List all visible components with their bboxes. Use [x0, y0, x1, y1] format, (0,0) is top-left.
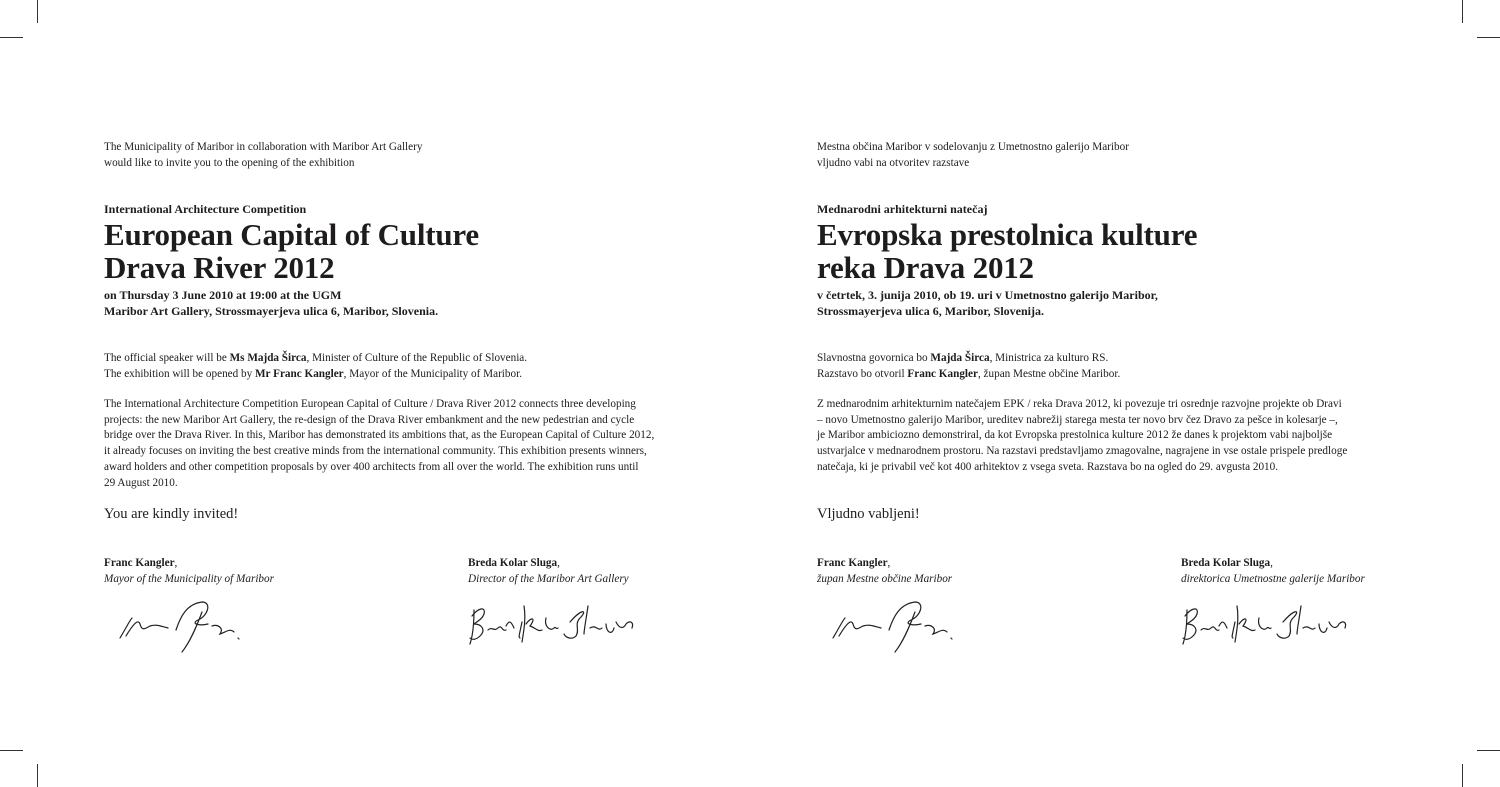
exhibition-title: Evropska prestolnica kulture reka Drava 2012	[817, 217, 1198, 285]
crop-mark	[1477, 37, 1500, 38]
signature-kolar-sluga	[466, 598, 638, 648]
crop-mark	[1477, 750, 1500, 751]
signatory-director: Breda Kolar Sluga, Director of the Maribor Art Gallery	[468, 557, 629, 585]
speakers-text	[104, 350, 744, 382]
competition-label: Mednarodni arhitekturni natečaj	[817, 202, 988, 216]
description-paragraph: Z mednarodnim arhitekturnim natečajem EPK / reka Drava 2012, ki povezuje tri osrednje razvojne projekte ob Dravi – novo Umetnostno galerijo Maribor, ureditev nabrežij starega mesta ter novo brv čez Dravo za pešce in kolesarje –, je Maribor ambiciozno demonstriral, da kot Evropska prestolnica kulture 2012 že danes k projektom vabi najboljše ustvarjalce v mednarodnem prostoru. Na razstavi predstavljamo zmagovalne, nagrajene in vse ostale prispele predloge natečaja, ki je privabil več kot 400 arhitektov z vsega sveta. Razstava bo na ogled do 29. avgusta 2010.	[817, 398, 1348, 473]
speaker-line: The official speaker will be Ms Majda Širca, Minister of Culture of the Republic of Slovenia.	[104, 352, 528, 364]
opener-line: The exhibition will be opened by Mr Franc Kangler, Mayor of the Municipality of Maribor.	[104, 368, 523, 380]
invitation-closing: Vljudno vabljeni!	[817, 506, 920, 522]
speakers-text	[817, 350, 1457, 382]
signatory-mayor: Franc Kangler, Mayor of the Municipality of Maribor	[104, 557, 274, 585]
crop-mark	[1462, 764, 1463, 787]
invitation-closing: You are kindly invited!	[104, 506, 239, 522]
intro-text: The Municipality of Maribor in collaboration with Maribor Art Gallery would like to invite you to the opening of the exhibition	[104, 141, 423, 169]
signatory-director: Breda Kolar Sluga, direktorica Umetnostne galerije Maribor	[1181, 557, 1365, 585]
crop-mark	[0, 750, 23, 751]
signatory-mayor: Franc Kangler, župan Mestne občine Maribor	[817, 557, 953, 585]
date-location: on Thursday 3 June 2010 at 19:00 at the UGM Maribor Art Gallery, Strossmayerjeva ulica 6, Maribor, Slovenia.	[104, 288, 439, 318]
crop-mark	[0, 37, 23, 38]
signature-kolar-sluga	[1179, 598, 1351, 648]
competition-label: International Architecture Competition	[104, 202, 307, 216]
crop-mark	[1462, 0, 1463, 23]
crop-mark	[37, 764, 38, 787]
date-location: v četrtek, 3. junija 2010, ob 19. uri v Umetnostno galerijo Maribor, Strossmayerjeva ulica 6, Maribor, Slovenija.	[817, 288, 1158, 318]
description-paragraph: The International Architecture Competition European Capital of Culture / Drava River 2012 connects three developing projects: the new Maribor Art Gallery, the re-design of the Drava River embankment and the new pedestrian and cycle bridge over the Drava River. In this, Maribor has demonstrated its ambitions that, as the European Capital of Culture 2012, it already focuses on inviting the best creative minds from the international community. This exhibition presents winners, award holders and other competition proposals by over 400 architects from all over the world. The exhibition runs until 29 August 2010.	[104, 398, 655, 489]
opener-line: Razstavo bo otvoril Franc Kangler, župan Mestne občine Maribor.	[817, 368, 1121, 380]
speaker-line: Slavnostna govornica bo Majda Širca, Ministrica za kulturo RS.	[817, 352, 1109, 364]
intro-text: Mestna občina Maribor v sodelovanju z Umetnostno galerijo Maribor vljudno vabi na otvoritev razstave	[817, 141, 1129, 169]
exhibition-title: European Capital of Culture Drava River 2012	[104, 217, 479, 285]
crop-mark	[37, 0, 38, 23]
signature-kangler	[116, 598, 242, 656]
signature-kangler	[829, 598, 955, 656]
